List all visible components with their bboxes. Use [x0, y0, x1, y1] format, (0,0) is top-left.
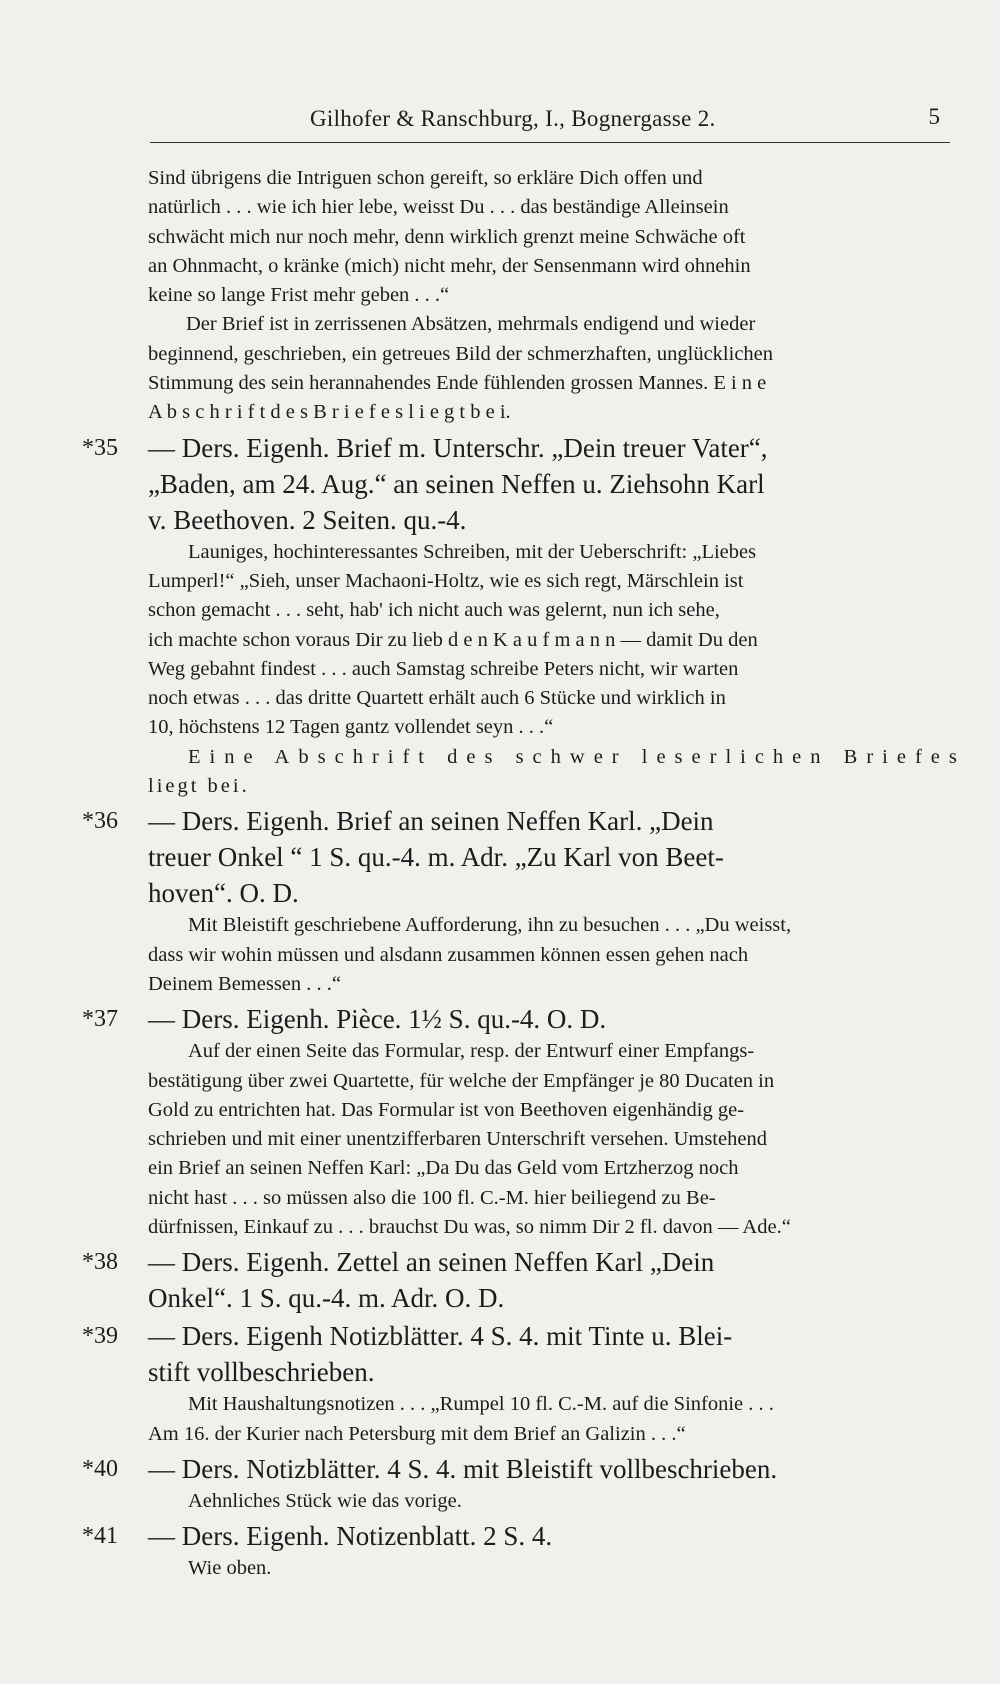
entry-description	[148, 1390, 948, 1449]
desc-line: dürfnissen, Einkauf zu . . . brauchst Du was, so nimm Dir 2 fl. davon — Ade.“	[148, 1216, 791, 1239]
heading-line: — Ders. Eigenh. Brief m. Unterschr. „Dein treuer Vater“,	[148, 432, 768, 463]
catalog-entry-38	[82, 1244, 948, 1316]
entry-number: *37	[82, 1006, 118, 1033]
desc-line: Gold zu entrichten hat. Das Formular ist von Beethoven eigenhändig ge-	[148, 1098, 745, 1121]
text-line: Der Brief ist in zerrissenen Absätzen, mehrmals endigend und wieder	[186, 313, 756, 336]
body-text	[82, 164, 966, 1584]
intro-quote	[148, 164, 948, 310]
catalog-entry-35	[82, 430, 966, 802]
desc-line: bestätigung über zwei Quartette, für welche der Empfänger je 80 Ducaten in	[148, 1069, 775, 1092]
page-number: 5	[928, 104, 940, 129]
entry-heading	[82, 1244, 948, 1316]
desc-line: schon gemacht . . . seht, hab' ich nicht auch was gelernt, nun ich sehe,	[148, 599, 720, 622]
text-line: schwächt mich nur noch mehr, denn wirklich grenzt meine Schwäche oft	[148, 225, 746, 248]
running-header	[150, 104, 950, 143]
heading-line: — Ders. Eigenh Notizblätter. 4 S. 4. mit Tinte u. Blei-	[148, 1321, 733, 1352]
desc-line: Am 16. der Kurier nach Petersburg mit dem Brief an Galizin . . .“	[148, 1422, 686, 1445]
desc-line: Eine Abschrift des schwer leserlichen Briefes	[188, 745, 966, 768]
entry-description	[148, 1554, 948, 1583]
text-line: an Ohnmacht, o kränke (mich) nicht mehr, der Sensenmann wird ohnehin	[148, 254, 751, 277]
entry-number: *41	[82, 1523, 118, 1550]
desc-line: Deinem Bemessen . . .“	[148, 972, 341, 995]
entry-heading	[82, 1318, 948, 1390]
heading-line: — Ders. Notizblätter. 4 S. 4. mit Bleistift vollbeschrieben.	[148, 1453, 778, 1484]
text-line: natürlich . . . wie ich hier lebe, weisst Du . . . das beständige Alleinsein	[148, 196, 729, 219]
desc-line: Weg gebahnt findest . . . auch Samstag schreibe Peters nicht, wir warten	[148, 657, 739, 680]
entry-description	[148, 538, 966, 802]
desc-line: ich machte schon voraus Dir zu lieb d e n K a u f m a n n — damit Du den	[148, 628, 758, 651]
catalog-entry-40	[82, 1451, 948, 1516]
desc-line: Lumperl!“ „Sieh, unser Machaoni-Holtz, wie es sich regt, Märschlein ist	[148, 569, 744, 592]
desc-line: Wie oben.	[188, 1557, 272, 1580]
text-line: keine so lange Frist mehr geben . . .“	[148, 284, 450, 307]
desc-line: dass wir wohin müssen und alsdann zusammen können essen gehen nach	[148, 943, 749, 966]
text-line: Sind übrigens die Intriguen schon gereift, so erkläre Dich offen und	[148, 167, 703, 189]
catalog-entry-39	[82, 1318, 948, 1449]
heading-line: — Ders. Eigenh. Zettel an seinen Neffen Karl „Dein	[148, 1247, 715, 1278]
desc-line: nicht hast . . . so müssen also die 100 fl. C.-M. hier beiliegend zu Be-	[148, 1186, 716, 1209]
entry-number: *39	[82, 1323, 118, 1350]
heading-line: stift vollbeschrieben.	[148, 1357, 375, 1388]
text-line: A b s c h r i f t d e s B r i e f e s l i e g t b e i.	[148, 401, 511, 424]
entry-number: *35	[82, 434, 118, 461]
entry-heading	[82, 1518, 948, 1554]
desc-line: Mit Haushaltungsnotizen . . . „Rumpel 10 fl. C.-M. auf die Sinfonie . . .	[188, 1393, 774, 1416]
heading-line: — Ders. Eigenh. Notizenblatt. 2 S. 4.	[148, 1521, 553, 1552]
text-line: Stimmung des sein herannahendes Ende fühlenden grossen Mannes. E i n e	[148, 372, 767, 395]
heading-line: — Ders. Eigenh. Pièce. 1½ S. qu.-4. O. D.	[148, 1004, 607, 1035]
heading-line: v. Beethoven. 2 Seiten. qu.-4.	[148, 504, 467, 535]
desc-line: Aehnliches Stück wie das vorige.	[188, 1489, 462, 1512]
heading-line: hoven“. O. D.	[148, 878, 299, 909]
desc-line: noch etwas . . . das dritte Quartett erhält auch 6 Stücke und wirklich in	[148, 687, 726, 710]
header-title: Gilhofer & Ranschburg, I., Bognergasse 2.	[310, 106, 716, 131]
desc-line: Launiges, hochinteressantes Schreiben, mit der Ueberschrift: „Liebes	[188, 540, 757, 563]
intro-description	[148, 310, 948, 427]
entry-heading	[82, 1451, 948, 1487]
entry-number: *40	[82, 1455, 118, 1482]
desc-line: Auf der einen Seite das Formular, resp. der Entwurf einer Empfangs-	[188, 1040, 755, 1063]
text-line: beginnend, geschrieben, ein getreues Bild der schmerzhaften, unglücklichen	[148, 342, 774, 365]
desc-line: 10, höchstens 12 Tagen gantz vollendet seyn . . .“	[148, 716, 554, 739]
entry-description	[148, 911, 948, 999]
entry-number: *36	[82, 808, 118, 835]
entry-heading	[82, 1001, 948, 1037]
catalog-entry-36	[82, 803, 948, 999]
desc-line: liegt bei.	[148, 775, 250, 798]
desc-line: ein Brief an seinen Neffen Karl: „Da Du das Geld vom Ertzherzog noch	[148, 1157, 739, 1180]
heading-line: Onkel“. 1 S. qu.-4. m. Adr. O. D.	[148, 1283, 505, 1314]
entry-description	[148, 1037, 948, 1242]
entry-heading	[82, 803, 948, 911]
heading-line: „Baden, am 24. Aug.“ an seinen Neffen u. Ziehsohn Karl	[148, 468, 765, 499]
heading-line: treuer Onkel “ 1 S. qu.-4. m. Adr. „Zu Karl von Beet-	[148, 842, 724, 873]
desc-line: Mit Bleistift geschriebene Aufforderung, ihn zu besuchen . . . „Du weisst,	[188, 914, 792, 937]
heading-line: — Ders. Eigenh. Brief an seinen Neffen Karl. „Dein	[148, 806, 714, 837]
desc-line: schrieben und mit einer unentzifferbaren Unterschrift versehen. Umstehend	[148, 1128, 767, 1151]
catalog-entry-37	[82, 1001, 948, 1242]
entry-heading	[82, 430, 948, 538]
catalog-entry-41	[82, 1518, 948, 1583]
entry-number: *38	[82, 1249, 118, 1276]
entry-description	[148, 1487, 948, 1516]
